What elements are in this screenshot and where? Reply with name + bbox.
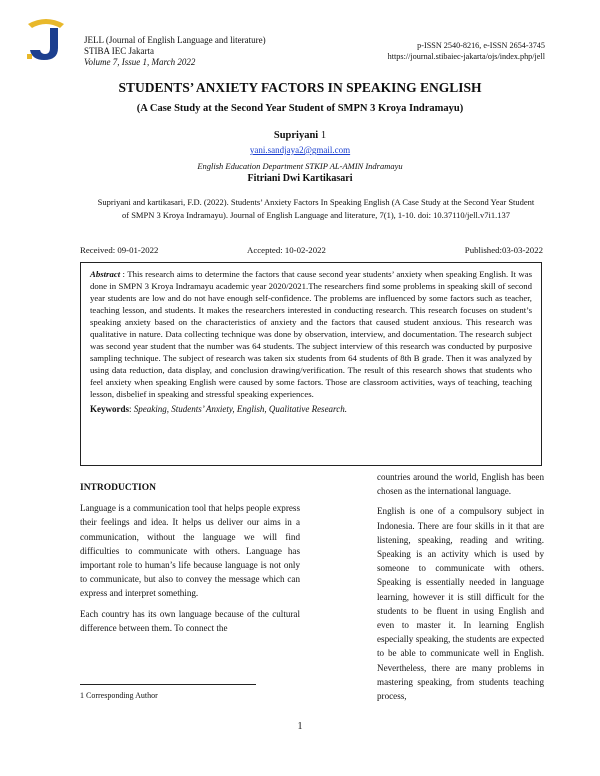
paragraph: English is one of a compulsory subject in Indonesia. There are four skills in it that are listening, speaking, reading and writing. Speaking is an activity which is used by someone to communicate with others. Speaking is essentially needed in language learning, however it is still difficult for the students to be fluent in using English and even to master it. In learning English especially speaking, the students are expected to be able to communicate well in English. Nevertheless, there are many problems in mastering speaking, from students teaching process, [377, 506, 544, 702]
journal-info [84, 35, 266, 68]
keywords-label: Keywords [90, 404, 129, 414]
citation: Supriyani and kartikasari, F.D. (2022). Students’ Anxiety Factors In Speaking English (A Case Study at the Second Year Student of SMPN 3 Kroya Indramayu). Journal of English Language and literature, 7(1), 1-10. doi: 10.37110/jell.v7i1.137 [97, 197, 535, 220]
paragraph: Each country has its own language because of the cultural difference between them. To connect the [80, 608, 300, 633]
abstract-box [80, 262, 542, 466]
paragraph: countries around the world, English has been chosen as the international language. [377, 472, 544, 497]
paragraph: Language is a communication tool that helps people express their feelings and idea. It helps us deliver our aims in a communication, without the language we will find difficulties to communicate with others. Language has important role to human’s life because language is not only to communicate, but also to convey the message which can express and interpret something. [80, 503, 300, 599]
accepted-date: Accepted: 10-02-2022 [247, 245, 326, 255]
keywords-list: Speaking, Students’ Anxiety, English, Qualitative Research. [133, 404, 347, 414]
author-primary [0, 130, 600, 141]
footnote: 1 Corresponding Author [80, 691, 158, 700]
author1-name: Supriyani [273, 130, 319, 141]
abstract-label: Abstract [90, 269, 121, 279]
received-date: Received: 09-01-2022 [80, 245, 159, 255]
volume-info: Volume 7, Issue 1, March 2022 [84, 57, 196, 67]
published-date: Published:03-03-2022 [464, 245, 543, 255]
abstract-text-block [90, 268, 532, 400]
publisher: STIBA IEC Jakarta [84, 46, 154, 56]
journal-identifiers [388, 40, 545, 62]
body-column-left [80, 481, 300, 641]
abstract-separator: : [120, 269, 128, 279]
footnote-divider [80, 684, 256, 685]
keywords [90, 403, 532, 415]
keywords-separator: : [129, 404, 134, 414]
journal-logo [24, 14, 68, 62]
article-title: STUDENTS’ ANXIETY FACTORS IN SPEAKING ENGLISH [118, 80, 482, 95]
author1-mark: 1 [318, 130, 327, 141]
intro-heading: INTRODUCTION [80, 483, 157, 493]
author-affiliation: English Education Department STKIP AL-AMIN Indramayu [197, 161, 403, 171]
issn: p-ISSN 2540-8216, e-ISSN 2654-3745 [417, 41, 545, 50]
journal-url[interactable]: https://journal.stibaiec-jakarta/ojs/index.php/jell [387, 52, 545, 61]
author-email[interactable]: yani.sandjaya2@gmail.com [249, 145, 351, 155]
page-number: 1 [297, 721, 303, 732]
article-subtitle: (A Case Study at the Second Year Student of SMPN 3 Kroya Indramayu) [136, 103, 464, 114]
body-column-right [377, 470, 544, 709]
author-secondary: Fitriani Dwi Kartikasari [247, 173, 353, 184]
abstract-text: This research aims to determine the factors that cause second year students’ anxiety when speaking English. It was done in SMPN 3 Kroya Indramayu academic year 2020/2021.The researchers find some problems in speaking skill of second year students are low and do not have enough self-confidence. The problems are influenced by some factors such as teacher, teaching lesson, and students. It makes the researchers interested in conducting research. This research focuses on student’s speaking anxiety based on the characteristics of anxiety and the factors that caused student anxious. This research was qualitative in nature. Data collecting technique was done by observation, interview, and documentation. The research subject was second year student that the number was 64 students. The subject interview of this research was conducted by purposive sampling technique. The subject of research was taken six students from 64 students of 8th B grade. Then it was analyzed by using data reduction, data display, and conclusion drawing/verification. The result of this research shows that students who feel anxiety when speaking English were caused by some factors. Those are classroom activities, ways of teaching, teaching lesson, disbelief in speaking and stressful speaking experiences. [90, 269, 532, 399]
journal-name: JELL (Journal of English Language and literature) [84, 35, 266, 45]
